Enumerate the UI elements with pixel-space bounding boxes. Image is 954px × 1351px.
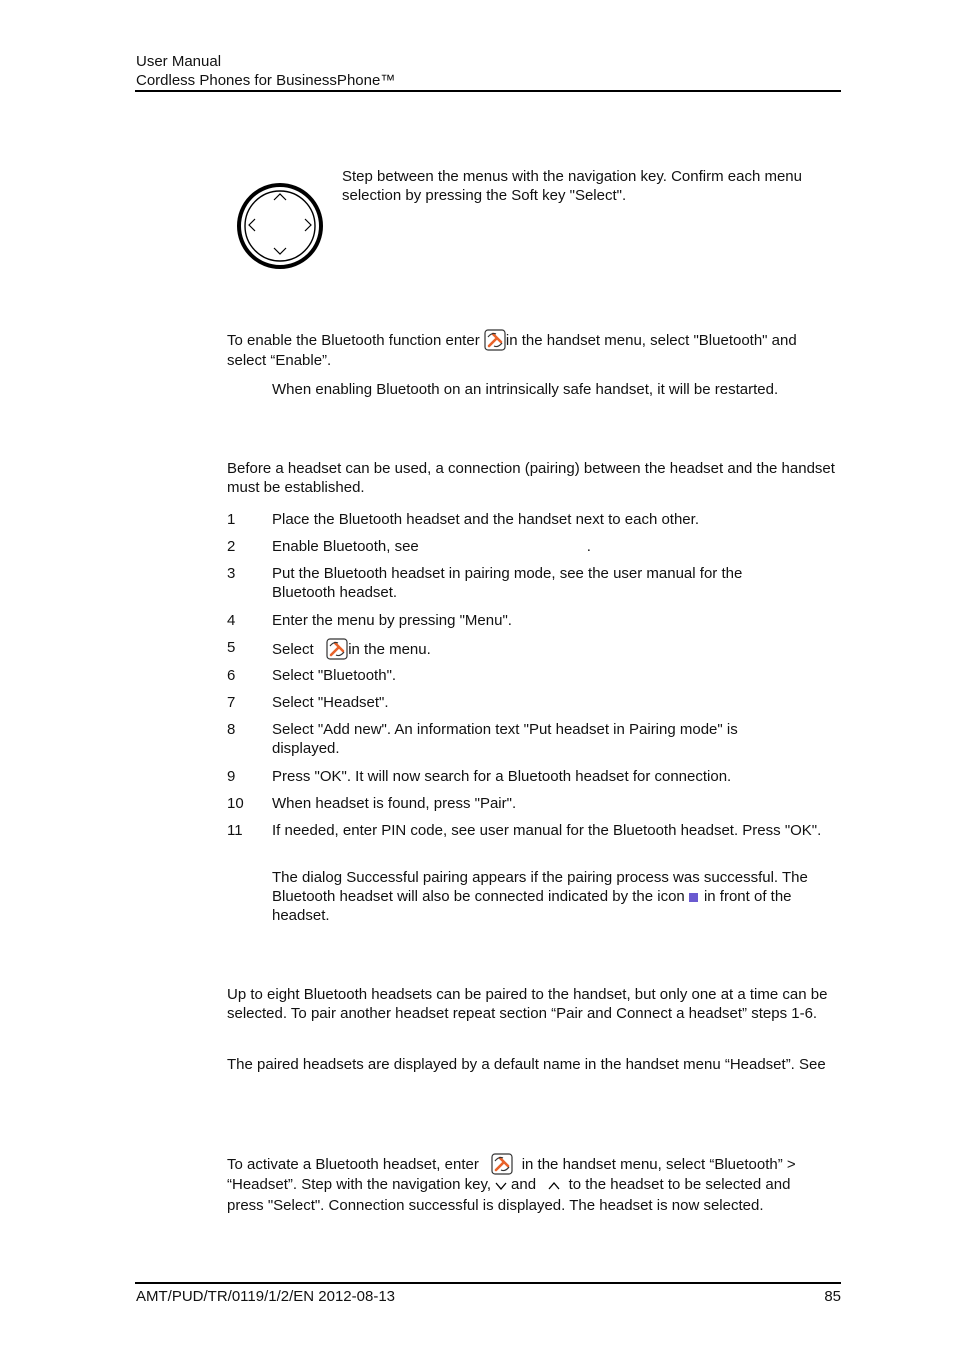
step-number: 1 (227, 511, 236, 528)
enable-note: When enabling Bluetooth on an intrinsically safe handset, it will be restarted. (272, 381, 779, 398)
step-number: 6 (227, 667, 236, 684)
header-title: User Manual (136, 53, 222, 70)
step-text: Enter the menu by pressing "Menu". (272, 612, 512, 629)
step-text: Press "OK". It will now search for a Bluetooth headset for connection. (272, 768, 732, 785)
step-text: Select "Headset". (272, 694, 389, 711)
step-number: 2 (227, 538, 236, 555)
settings-tools-icon (326, 638, 348, 660)
step-text: Enable Bluetooth, see . (272, 538, 591, 555)
step-text: If needed, enter PIN code, see user manual for the Bluetooth headset. Press "OK". (272, 822, 822, 839)
navigation-instruction: Step between the menus with the navigation key. Confirm each menu selection by pressing the Soft key "Select". (342, 168, 802, 204)
header-subtitle: Cordless Phones for BusinessPhone™ (136, 72, 396, 89)
step-text: When headset is found, press "Pair". (272, 795, 517, 812)
pair-intro: Before a headset can be used, a connection (pairing) between the headset and the handset must be established. (227, 460, 835, 496)
page-number: 85 (824, 1288, 841, 1305)
step-text: Select "Add new". An information text "Put headset in Pairing mode" is displayed. (272, 721, 738, 757)
pairing-result-text: The dialog Successful pairing appears if the pairing process was successful. The Bluetooth headset will also be connected indicated by the icon in front of the headset. (272, 869, 808, 924)
step-number: 5 (227, 639, 236, 656)
footer-rule (135, 1282, 841, 1284)
header-rule (135, 90, 841, 92)
step-number: 11 (227, 822, 243, 839)
step-number: 7 (227, 694, 236, 711)
footer-doc-id: AMT/PUD/TR/0119/1/2/EN 2012-08-13 (136, 1288, 396, 1305)
chevron-down-icon (495, 1177, 507, 1196)
chevron-up-icon (548, 1177, 560, 1196)
step-text: Place the Bluetooth headset and the handset next to each other. (272, 511, 699, 528)
enable-bluetooth-text: To enable the Bluetooth function enter in the handset menu, select "Bluetooth" and select “Enable”. (227, 329, 847, 370)
navigation-key-icon (236, 182, 324, 270)
step-number: 8 (227, 721, 236, 738)
step-number: 4 (227, 612, 236, 629)
step-text: Select "Bluetooth". (272, 667, 397, 684)
step-text: Put the Bluetooth headset in pairing mode, see the user manual for the Bluetooth headset. (272, 565, 743, 601)
paired-headsets-para: The paired headsets are displayed by a default name in the handset menu “Headset”. See (227, 1056, 826, 1073)
step-number: 3 (227, 565, 236, 582)
step-number: 9 (227, 768, 236, 785)
activate-headset-text: To activate a Bluetooth headset, enter in the handset menu, select “Bluetooth” > “Headset”. Step with the navigation key, and to the headset to be selected and press "Select". Connection successful is displayed. The headset is now selected. (227, 1153, 847, 1215)
bluetooth-connected-square-icon (689, 893, 698, 902)
multiple-headsets-para: Up to eight Bluetooth headsets can be paired to the handset, but only one at a time can be selected. To pair another headset repeat section “Pair and Connect a headset” steps 1-6. (227, 986, 828, 1022)
step-number: 10 (227, 795, 244, 812)
settings-tools-icon (484, 329, 506, 351)
step-text: Select in the menu. (272, 638, 842, 660)
settings-tools-icon (491, 1153, 513, 1175)
